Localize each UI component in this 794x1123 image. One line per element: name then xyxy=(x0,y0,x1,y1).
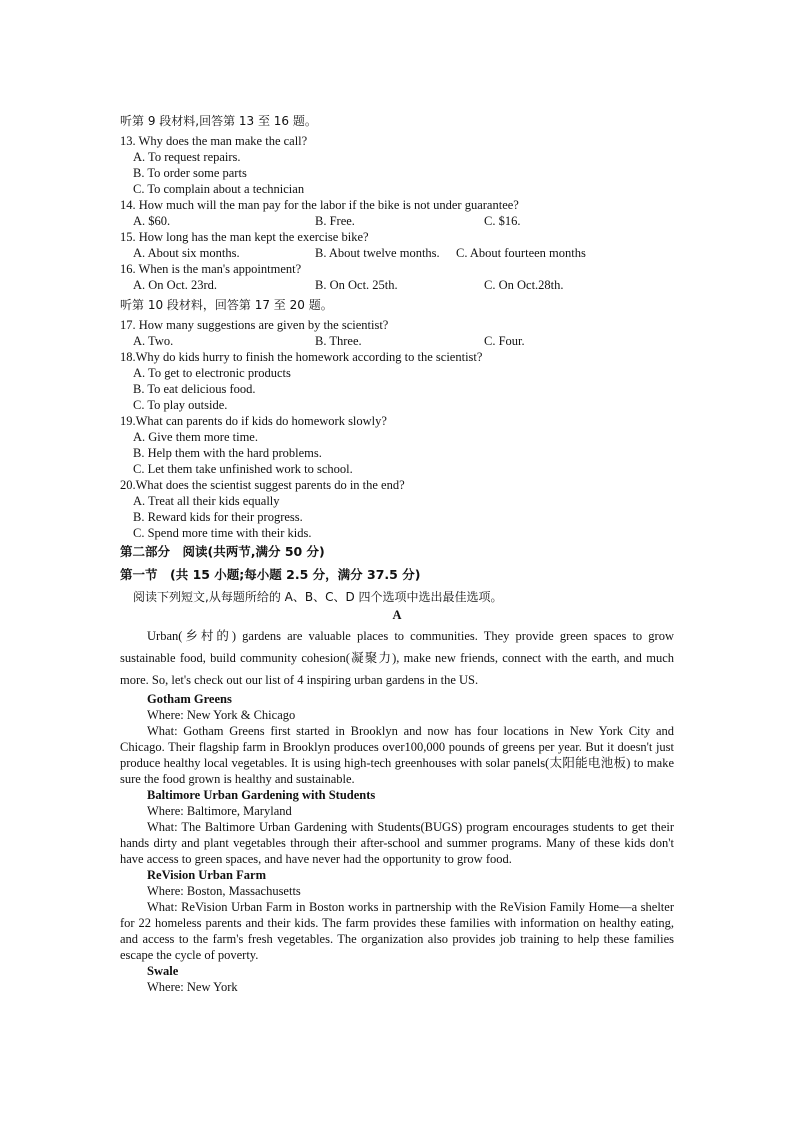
q16-option-c: C. On Oct.28th. xyxy=(484,278,564,292)
garden3-name: ReVision Urban Farm xyxy=(147,868,266,882)
q14-stem: 14. How much will the man pay for the labor if the bike is not under guarantee? xyxy=(120,198,519,212)
q18-option-b: B. To eat delicious food. xyxy=(133,382,256,396)
garden4-where: Where: New York xyxy=(147,980,238,994)
garden3-where: Where: Boston, Massachusetts xyxy=(147,884,301,898)
q14-option-b: B. Free. xyxy=(315,214,355,228)
q14-option-a: A. $60. xyxy=(133,214,171,228)
q17-option-c: C. Four. xyxy=(484,334,525,348)
q15-stem: 15. How long has the man kept the exercise bike? xyxy=(120,230,369,244)
garden2-where: Where: Baltimore, Maryland xyxy=(147,804,292,818)
q18-option-a: A. To get to electronic products xyxy=(133,366,291,380)
q15-options xyxy=(120,245,674,261)
garden1-where: Where: New York & Chicago xyxy=(147,708,296,722)
q16-options xyxy=(120,277,674,293)
q18-stem: 18.Why do kids hurry to finish the homework according to the scientist? xyxy=(120,350,483,364)
garden1-what: What: Gotham Greens first started in Brooklyn and now has four locations in New York City and Chicago. Their flagship farm in Brooklyn produces over100,000 pounds of greens per year. But it doesn't just produce healthy local vegetables. It is using high-tech greenhouses with solar panels(太阳能电池板) to make sure the food grown is healthy and sustainable. xyxy=(120,724,674,786)
q19-option-b: B. Help them with the hard problems. xyxy=(133,446,322,460)
q16-option-a: A. On Oct. 23rd. xyxy=(133,278,218,292)
q20-option-a: A. Treat all their kids equally xyxy=(133,494,280,508)
reading-instruction: 阅读下列短文,从每题所给的 A、B、C、D 四个选项中选出最佳选项。 xyxy=(133,590,503,604)
q20-option-c: C. Spend more time with their kids. xyxy=(133,526,312,540)
reading-part-heading: 第二部分 阅读(共两节,满分 50 分) xyxy=(120,544,325,559)
q19-option-a: A. Give them more time. xyxy=(133,430,258,444)
garden1-name: Gotham Greens xyxy=(147,692,232,706)
q13-option-b: B. To order some parts xyxy=(133,166,247,180)
q14-options xyxy=(120,213,674,229)
exam-page xyxy=(120,113,674,995)
q15-option-c: C. About fourteen months xyxy=(456,246,586,260)
q20-stem: 20.What does the scientist suggest parents do in the end? xyxy=(120,478,405,492)
q14-option-c: C. $16. xyxy=(484,214,521,228)
passage-letter: A xyxy=(392,608,402,622)
q17-option-a: A. Two. xyxy=(133,334,174,348)
q17-options xyxy=(120,333,674,349)
garden3-what: What: ReVision Urban Farm in Boston works in partnership with the ReVision Family Home—a shelter for 22 homeless parents and their kids. The farm provides these families with information on healthy eating, and access to the farm's fresh vegetables. The organization also provides job training to help these families escape the cycle of poverty. xyxy=(120,900,674,962)
q18-option-c: C. To play outside. xyxy=(133,398,228,412)
section9-heading: 听第 9 段材料,回答第 13 至 16 题。 xyxy=(120,114,317,128)
reading-section-heading: 第一节 (共 15 小题;每小题 2.5 分，满分 37.5 分) xyxy=(120,567,421,582)
q19-option-c: C. Let them take unfinished work to school. xyxy=(133,462,353,476)
q17-stem: 17. How many suggestions are given by the scientist? xyxy=(120,318,389,332)
q20-option-b: B. Reward kids for their progress. xyxy=(133,510,303,524)
q13-stem: 13. Why does the man make the call? xyxy=(120,134,308,148)
q16-option-b: B. On Oct. 25th. xyxy=(315,278,398,292)
section10-heading: 听第 10 段材料，回答第 17 至 20 题。 xyxy=(120,298,333,312)
garden2-what: What: The Baltimore Urban Gardening with Students(BUGS) program encourages students to get their hands dirty and plant vegetables through their after-school and summer programs. Many of these kids don't have access to green spaces, and have never had the opportunity to grow food. xyxy=(120,820,674,866)
garden4-name: Swale xyxy=(147,964,179,978)
q15-option-a: A. About six months. xyxy=(133,246,240,260)
q13-option-c: C. To complain about a technician xyxy=(133,182,305,196)
q15-option-b: B. About twelve months. xyxy=(315,246,440,260)
q13-option-a: A. To request repairs. xyxy=(133,150,241,164)
garden2-name: Baltimore Urban Gardening with Students xyxy=(147,788,376,802)
q19-stem: 19.What can parents do if kids do homework slowly? xyxy=(120,414,387,428)
q17-option-b: B. Three. xyxy=(315,334,362,348)
passage-intro: Urban(乡村的) gardens are valuable places to communities. They provide green spaces to grow sustainable food, build community cohesion(凝聚力), make new friends, connect with the earth, and much more. So, let's check out our list of 4 inspiring urban gardens in the US. xyxy=(120,629,674,687)
q16-stem: 16. When is the man's appointment? xyxy=(120,262,302,276)
